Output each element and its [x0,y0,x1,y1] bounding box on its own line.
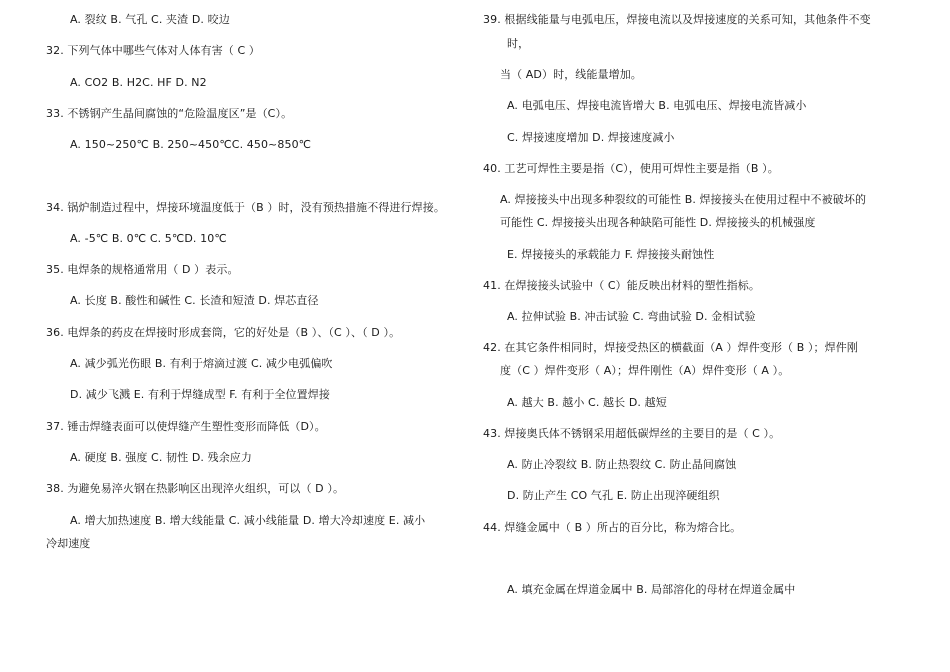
q33-options: A. 150~250℃ B. 250~450℃C. 450~850℃ [70,138,312,151]
q42-question: 42. 在其它条件相同时，焊接受热区的横截面（A ）焊件变形（ B ）；焊件刚 [483,341,858,354]
q43-question: 43. 焊接奥氏体不锈钢采用超低碳焊丝的主要目的是（ C ）。 [483,427,781,440]
q38-question: 38. 为避免易淬火钢在热影响区出现淬火组织，可以（ D ）。 [46,482,345,495]
q41-options: A. 拉伸试验 B. 冲击试验 C. 弯曲试验 D. 金相试验 [507,310,756,323]
q35-question: 35. 电焊条的规格通常用（ D ）表示。 [46,263,239,276]
q37-question: 37. 锤击焊缝表面可以使焊缝产生塑性变形而降低（D）。 [46,420,326,433]
q40-options-a: A. 焊接接头中出现多种裂纹的可能性 B. 焊接接头在使用过程中不被破坏的 [500,193,867,206]
q44-options: A. 填充金属在焊道金属中 B. 局部溶化的母材在焊道金属中 [507,583,796,596]
q33-question: 33. 不锈钢产生晶间腐蚀的“危险温度区”是（C）。 [46,107,293,120]
q38-options: A. 增大加热速度 B. 增大线能量 C. 减小线能量 D. 增大冷却速度 E. 减小 [70,514,426,527]
q39-question: 39. 根据线能量与电弧电压，焊接电流以及焊接速度的关系可知，其他条件不变 [483,13,871,26]
q32-options: A. CO2 B. H2C. HF D. N2 [70,76,207,89]
q34-options: A. -5℃ B. 0℃ C. 5℃D. 10℃ [70,232,227,245]
q42-options: A. 越大 B. 越小 C. 越长 D. 越短 [507,396,667,409]
q39-condition: 当（ AD）时，线能量增加。 [500,68,642,81]
q40-options-b: 可能性 C. 焊接接头出现各种缺陷可能性 D. 焊接接头的机械强度 [500,216,816,229]
q41-question: 41. 在焊接接头试验中（ C）能反映出材料的塑性指标。 [483,279,760,292]
q31-options: A. 裂纹 B. 气孔 C. 夹渣 D. 咬边 [70,13,230,26]
q36-options-b: D. 减少飞溅 E. 有利于焊缝成型 F. 有利于全位置焊接 [70,388,330,401]
q43-options-b: D. 防止产生 CO 气孔 E. 防止出现淬硬组织 [507,489,720,502]
q40-question: 40. 工艺可焊性主要是指（C），使用可焊性主要是指（B ）。 [483,162,779,175]
q44-question: 44. 焊缝金属中（ B ）所占的百分比，称为熔合比。 [483,521,742,534]
q36-options-a: A. 减少弧光伤眼 B. 有利于熔滴过渡 C. 减少电弧偏吹 [70,357,333,370]
q38-options-cont: 冷却速度 [46,537,91,550]
q43-options-a: A. 防止冷裂纹 B. 防止热裂纹 C. 防止晶间腐蚀 [507,458,737,471]
q39-options-b: C. 焊接速度增加 D. 焊接速度减小 [507,131,675,144]
q37-options: A. 硬度 B. 强度 C. 韧性 D. 残余应力 [70,451,252,464]
q39-options-a: A. 电弧电压、焊接电流皆增大 B. 电弧电压、焊接电流皆减小 [507,99,807,112]
q36-question: 36. 电焊条的药皮在焊接时形成套筒，它的好处是（B ）、（C ）、（ D ）。 [46,326,401,339]
q40-options-c: E. 焊接接头的承载能力 F. 焊接接头耐蚀性 [507,248,715,261]
q34-question: 34. 锅炉制造过程中，焊接环境温度低于（B ）时，没有预热措施不得进行焊接。 [46,201,445,214]
q35-options: A. 长度 B. 酸性和碱性 C. 长渣和短渣 D. 焊芯直径 [70,294,319,307]
q32-question: 32. 下列气体中哪些气体对人体有害（ C ） [46,44,260,57]
q39-question-cont: 时， [507,37,530,50]
q42-question-cont: 度（C ）焊件变形（ A）；焊件刚性（A）焊件变形（ A ）。 [500,364,790,377]
